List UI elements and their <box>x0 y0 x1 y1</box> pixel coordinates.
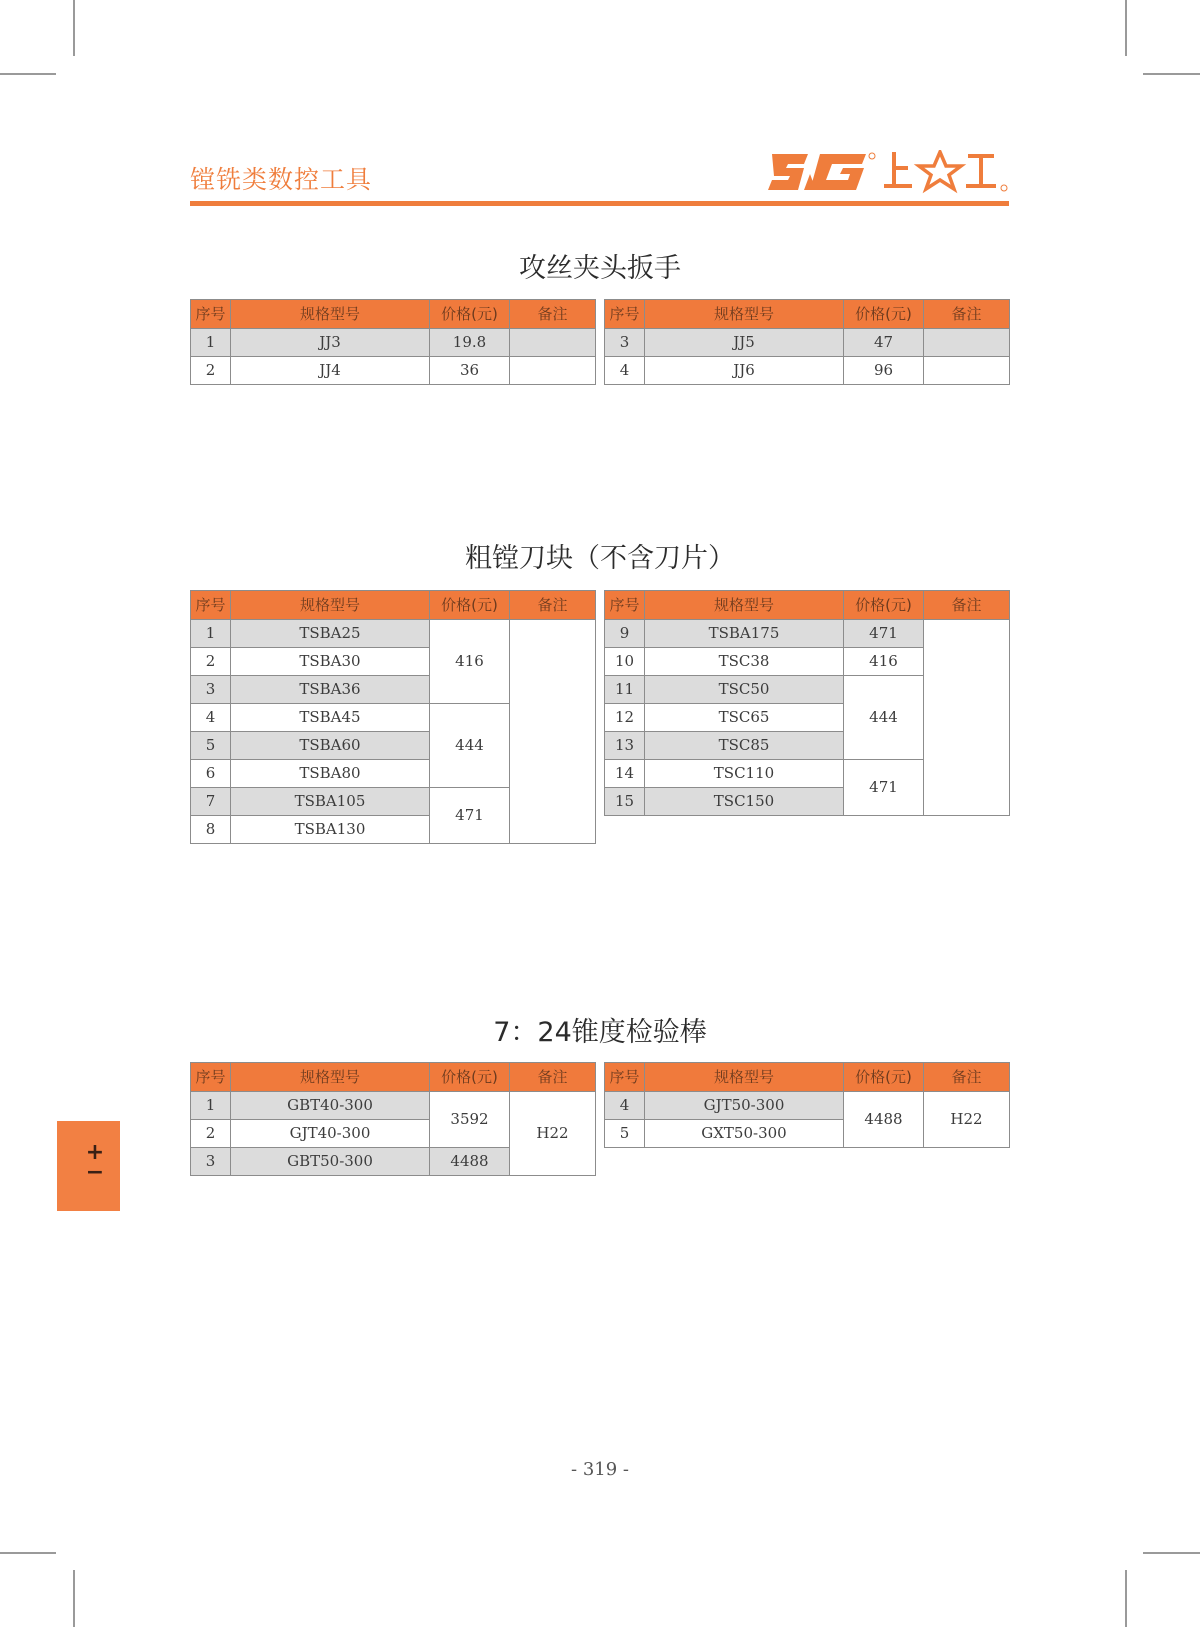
cell-model: TSC65 <box>645 704 844 732</box>
col-header-no: 序号 <box>191 1063 231 1092</box>
col-header-remark: 备注 <box>924 591 1010 620</box>
col-header-remark: 备注 <box>924 300 1010 329</box>
cell-no: 3 <box>191 676 231 704</box>
cell-model: JJ6 <box>645 357 844 385</box>
table-row <box>605 620 1010 648</box>
cell-price: 444 <box>430 704 510 788</box>
col-header-model: 规格型号 <box>231 1063 430 1092</box>
cell-model: GBT40-300 <box>231 1092 430 1120</box>
cell-model: TSBA30 <box>231 648 430 676</box>
cell-price: 416 <box>844 648 924 676</box>
page-number: - 319 - <box>571 1459 629 1480</box>
table-header-row <box>605 300 1010 329</box>
cell-no: 4 <box>605 1092 645 1120</box>
crop-mark-bl-h <box>0 1552 56 1554</box>
col-header-model: 规格型号 <box>645 300 844 329</box>
plus-minus-icon: + − <box>85 1140 105 1185</box>
crop-mark-bl-v <box>73 1570 75 1627</box>
cell-model: JJ4 <box>231 357 430 385</box>
cell-model: TSC85 <box>645 732 844 760</box>
cell-price: 444 <box>844 676 924 760</box>
table-header-row <box>605 1063 1010 1092</box>
crop-mark-br-h <box>1143 1552 1200 1554</box>
cell-model: TSBA25 <box>231 620 430 648</box>
cell-remark <box>510 329 596 357</box>
crop-mark-br-v <box>1125 1570 1127 1627</box>
cell-no: 2 <box>191 648 231 676</box>
table-header-row <box>191 1063 596 1092</box>
col-header-remark: 备注 <box>510 1063 596 1092</box>
cell-model: TSC150 <box>645 788 844 816</box>
col-header-price: 价格(元) <box>844 1063 924 1092</box>
cell-price: 471 <box>844 620 924 648</box>
cell-model: TSBA60 <box>231 732 430 760</box>
cell-model: TSC38 <box>645 648 844 676</box>
col-header-no: 序号 <box>605 300 645 329</box>
table-rough-boring-right <box>604 590 1010 816</box>
cell-no: 5 <box>605 1120 645 1148</box>
cell-no: 4 <box>605 357 645 385</box>
cell-remark: H22 <box>924 1092 1010 1148</box>
section-title-rough-boring-block: 粗镗刀块（不含刀片） <box>465 543 735 574</box>
brand-logo-icon <box>768 150 1010 196</box>
col-header-remark: 备注 <box>510 591 596 620</box>
col-header-model: 规格型号 <box>231 300 430 329</box>
table-row <box>191 620 596 648</box>
col-header-model: 规格型号 <box>645 1063 844 1092</box>
cell-remark <box>510 357 596 385</box>
cell-no: 2 <box>191 357 231 385</box>
header-divider <box>190 201 1009 206</box>
cell-model: TSBA36 <box>231 676 430 704</box>
crop-mark-tr-v <box>1125 0 1127 56</box>
cell-no: 3 <box>605 329 645 357</box>
col-header-no: 序号 <box>605 1063 645 1092</box>
cell-no: 14 <box>605 760 645 788</box>
table-header-row <box>605 591 1010 620</box>
col-header-no: 序号 <box>605 591 645 620</box>
cell-no: 6 <box>191 760 231 788</box>
cell-no: 1 <box>191 1092 231 1120</box>
cell-price: 416 <box>430 620 510 704</box>
crop-mark-tl-h <box>0 73 56 75</box>
section-title-tap-wrench: 攻丝夹头扳手 <box>519 253 681 284</box>
side-chapter-tab <box>57 1121 120 1211</box>
table-taper-test-bar-right <box>604 1062 1010 1148</box>
cell-price: 36 <box>430 357 510 385</box>
cell-no: 10 <box>605 648 645 676</box>
col-header-model: 规格型号 <box>645 591 844 620</box>
cell-no: 9 <box>605 620 645 648</box>
col-header-price: 价格(元) <box>844 300 924 329</box>
cell-no: 11 <box>605 676 645 704</box>
table-rough-boring-left <box>190 590 596 844</box>
cell-model: GJT50-300 <box>645 1092 844 1120</box>
cell-no: 1 <box>191 329 231 357</box>
cell-price: 47 <box>844 329 924 357</box>
table-row <box>605 1092 1010 1120</box>
cell-model: TSBA45 <box>231 704 430 732</box>
cell-price: 4488 <box>430 1148 510 1176</box>
cell-price: 4488 <box>844 1092 924 1148</box>
col-header-price: 价格(元) <box>430 591 510 620</box>
cell-model: TSBA80 <box>231 760 430 788</box>
section-title-taper-test-bar: 7：24锥度检验棒 <box>493 1017 707 1048</box>
cell-remark <box>510 620 596 844</box>
cell-model: TSC50 <box>645 676 844 704</box>
col-header-remark: 备注 <box>924 1063 1010 1092</box>
cell-no: 3 <box>191 1148 231 1176</box>
cell-model: GJT40-300 <box>231 1120 430 1148</box>
col-header-price: 价格(元) <box>844 591 924 620</box>
category-title: 镗铣类数控工具 <box>190 165 373 194</box>
table-row <box>605 357 1010 385</box>
col-header-no: 序号 <box>191 300 231 329</box>
cell-model: TSC110 <box>645 760 844 788</box>
cell-remark <box>924 329 1010 357</box>
cell-no: 2 <box>191 1120 231 1148</box>
cell-model: TSBA130 <box>231 816 430 844</box>
cell-no: 12 <box>605 704 645 732</box>
cell-price: 471 <box>430 788 510 844</box>
cell-price: 471 <box>844 760 924 816</box>
cell-price: 3592 <box>430 1092 510 1148</box>
table-header-row <box>191 300 596 329</box>
cell-model: JJ3 <box>231 329 430 357</box>
table-row <box>605 329 1010 357</box>
cell-remark: H22 <box>510 1092 596 1176</box>
crop-mark-tr-h <box>1143 73 1200 75</box>
col-header-no: 序号 <box>191 591 231 620</box>
cell-model: GXT50-300 <box>645 1120 844 1148</box>
table-taper-test-bar-left <box>190 1062 596 1176</box>
cell-no: 4 <box>191 704 231 732</box>
cell-remark <box>924 357 1010 385</box>
col-header-model: 规格型号 <box>231 591 430 620</box>
cell-no: 1 <box>191 620 231 648</box>
cell-model: TSBA105 <box>231 788 430 816</box>
cell-no: 7 <box>191 788 231 816</box>
col-header-price: 价格(元) <box>430 300 510 329</box>
cell-price: 19.8 <box>430 329 510 357</box>
cell-price: 96 <box>844 357 924 385</box>
cell-no: 15 <box>605 788 645 816</box>
cell-model: GBT50-300 <box>231 1148 430 1176</box>
cell-no: 13 <box>605 732 645 760</box>
cell-model: TSBA175 <box>645 620 844 648</box>
table-row <box>191 329 596 357</box>
table-tap-wrench-right <box>604 299 1010 385</box>
cell-no: 5 <box>191 732 231 760</box>
col-header-price: 价格(元) <box>430 1063 510 1092</box>
crop-mark-tl-v <box>73 0 75 56</box>
cell-remark <box>924 620 1010 816</box>
col-header-remark: 备注 <box>510 300 596 329</box>
table-header-row <box>191 591 596 620</box>
cell-model: JJ5 <box>645 329 844 357</box>
table-row <box>191 357 596 385</box>
table-row <box>191 1092 596 1120</box>
table-tap-wrench-left <box>190 299 596 385</box>
cell-no: 8 <box>191 816 231 844</box>
